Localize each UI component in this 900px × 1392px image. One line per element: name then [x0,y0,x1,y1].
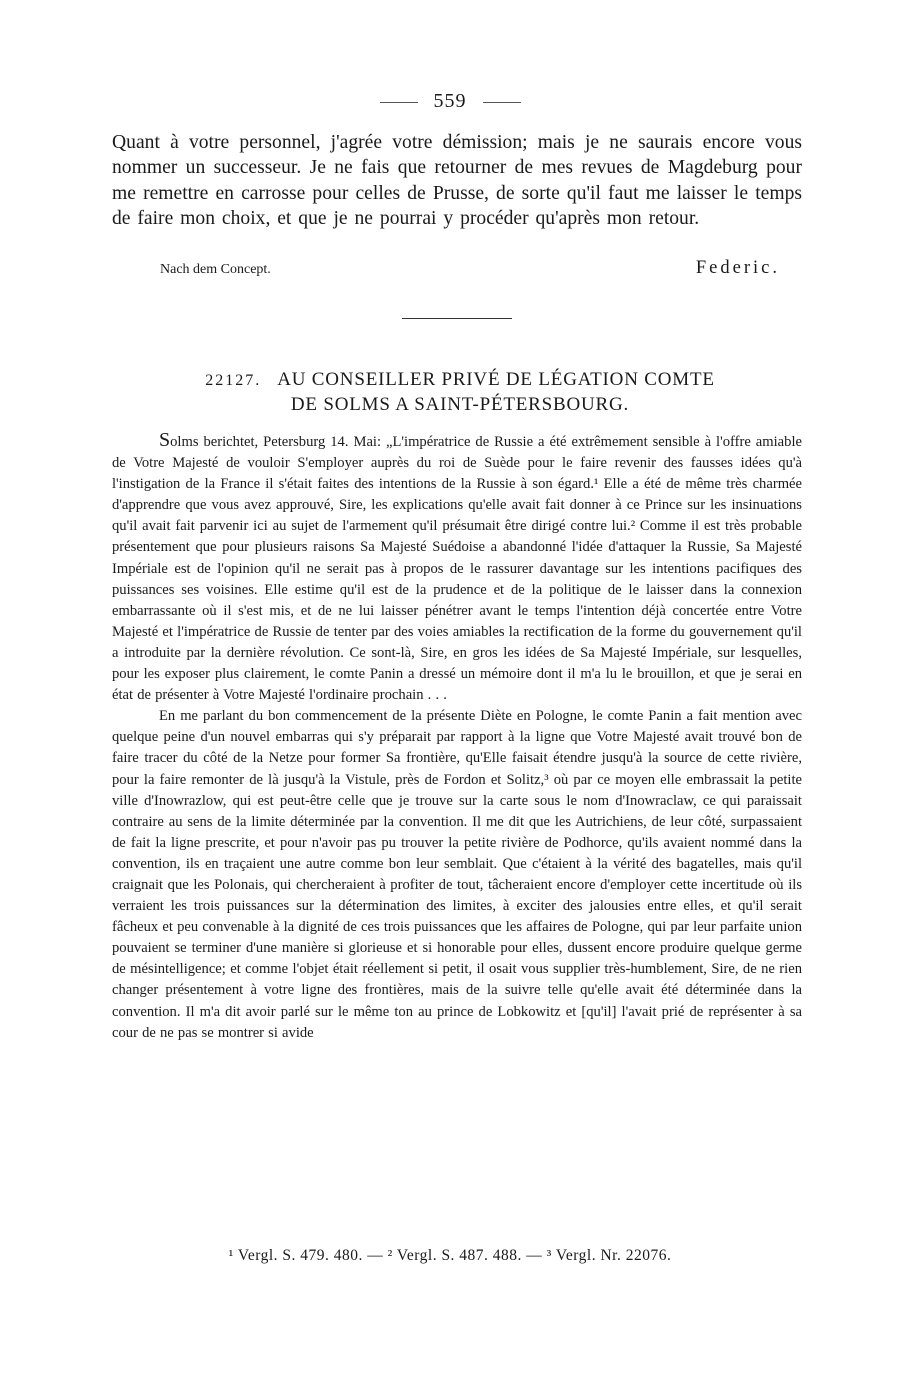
footnotes: ¹ Vergl. S. 479. 480. — ² Vergl. S. 487. 488. — ³ Vergl. Nr. 22076. [228,1247,672,1264]
signature: Federic. [695,258,780,278]
document-heading [140,368,780,417]
document-body [112,430,802,1044]
document-number: 22127. [205,372,262,389]
body-paragraph-2: En me parlant du bon commencement de la présente Diète en Pologne, le comte Panin a fait mention avec quelque peine d'un nouvel embarras qui s'y préparait par rapport à la ligne que Votre Majesté avait trouvé bon de faire tracer du côté de la Netze pour former Sa frontière, qu'Elle faisait étendre jusqu'à la source de cette rivière, pour la faire remonter de là jusqu'à la Vistule, près de Fordon et Solitz,³ où par ce moyen elle embrassait la petite ville d'Inowrazlow, qui est peut-être celle que je trouve sur la carte sous le nom d'Inowraclaw, ce qui paraissait contraire au sens de la limite déterminée par la convention. Il me dit que les Autrichiens, de leur côté, surpassaient de fait la ligne prescrite, et pour n'avoir pas pu trouver la petite rivière de Podhorce, qu'ils avaient nommé dans la convention, ils en traçaient une autre comme bon leur semblait. Que c'étaient à la vérité des bagatelles, mais qu'il craignait que les Polonais, qui chercheraient à profiter de tout, tâcheraient encore d'employer cette incertitude où ils verraient les trois puissances sur la détermination des limites, à exciter des jalousies entre elles, et qu'il serait fâcheux et peu convenable à la dignité de ces trois puissances que les affaires de Pologne, qui par leur parfaite union pouvaient se terminer d'une manière si glorieuse et si honorable pour elles, dussent encore produire quelque germe de mésintelligence; et comme l'objet était réellement si petit, il osait vous supplier très-humblement, Sire, de ne rien changer présentement à votre ligne des frontières, mais de la suivre telle qu'elle avait été déterminée dans la convention. Il m'a dit avoir parlé sur le même ton au prince de Lobkowitz et [qu'il] l'avait prié de représenter à sa cour de ne pas se montrer si avide [112,708,802,1041]
page-number-text: 559 [433,90,467,112]
heading-title-1: AU CONSEILLER PRIVÉ DE LÉGATION COMTE [277,369,715,390]
body-paragraph-1 [112,430,802,706]
page-number [0,90,900,113]
heading-line-1 [140,368,780,393]
body-paragraph-1-text: olms berichtet, Petersburg 14. Mai: „L'impératrice de Russie a été extrêmement sensible à l'offre amiable de Votre Majesté de vouloir S'employer auprès du roi de Suède pour le faire revenir des fausses idées qu'à l'instigation de la France il s'était faites des intentions de la Russie à son égard.¹ Elle a été de même très charmée d'apprendre que vous avez approuvé, Sire, les explications qu'elle avait fait donner à ce Prince sur les insinuations qu'il avait fait parvenir ici au sujet de l'armement qu'il présumait être dirigé contre lui.² Comme il est très probable présentement que pour plusieurs raisons Sa Majesté Suédoise a abandonné l'idée d'attaquer la Russie, Sa Majesté Impériale est de l'opinion qu'il ne serait pas à propos de le rassurer davantage sur les intentions pacifiques des puissances ses voisines. Elle estime qu'il est de la prudence et de la politique de le laisser dans la connexion embarrassante où il s'est mis, et de ne lui laisser pénétrer avant le temps l'intention déjà concertée entre Votre Majesté et l'impératrice de Russie de tenter par des voies amiables la rectification de la forme du gouvernement qu'il a introduite par la dernière révolution. Ce sont-là, Sire, en gros les idées de Sa Majesté Impériale, sur lesquelles, pour les exposer plus clairement, le comte Panin a dressé un mémoire dont il m'a lu le brouillon, et que je serai en état de présenter à Votre Majesté l'ordinaire prochain . . . [112,434,802,704]
letter-closing [160,258,780,284]
page-number-left-rule [380,102,418,103]
page-number-right-rule [483,102,521,103]
section-separator [402,318,512,319]
heading-line-2: DE SOLMS A SAINT-PÉTERSBOURG. [290,394,630,415]
source-note: Nach dem Concept. [160,262,271,277]
dropcap-letter: S [159,429,171,451]
previous-letter-text: Quant à votre personnel, j'agrée votre démission; mais je ne saurais encore vous nommer un successeur. Je ne fais que retourner de mes revues de Magdeburg pour me remettre en carrosse pour celles de Prusse, de sorte qu'il faut me laisser le temps de faire mon choix, et que je ne pourrai y procéder qu'après mon retour. [112,132,802,230]
